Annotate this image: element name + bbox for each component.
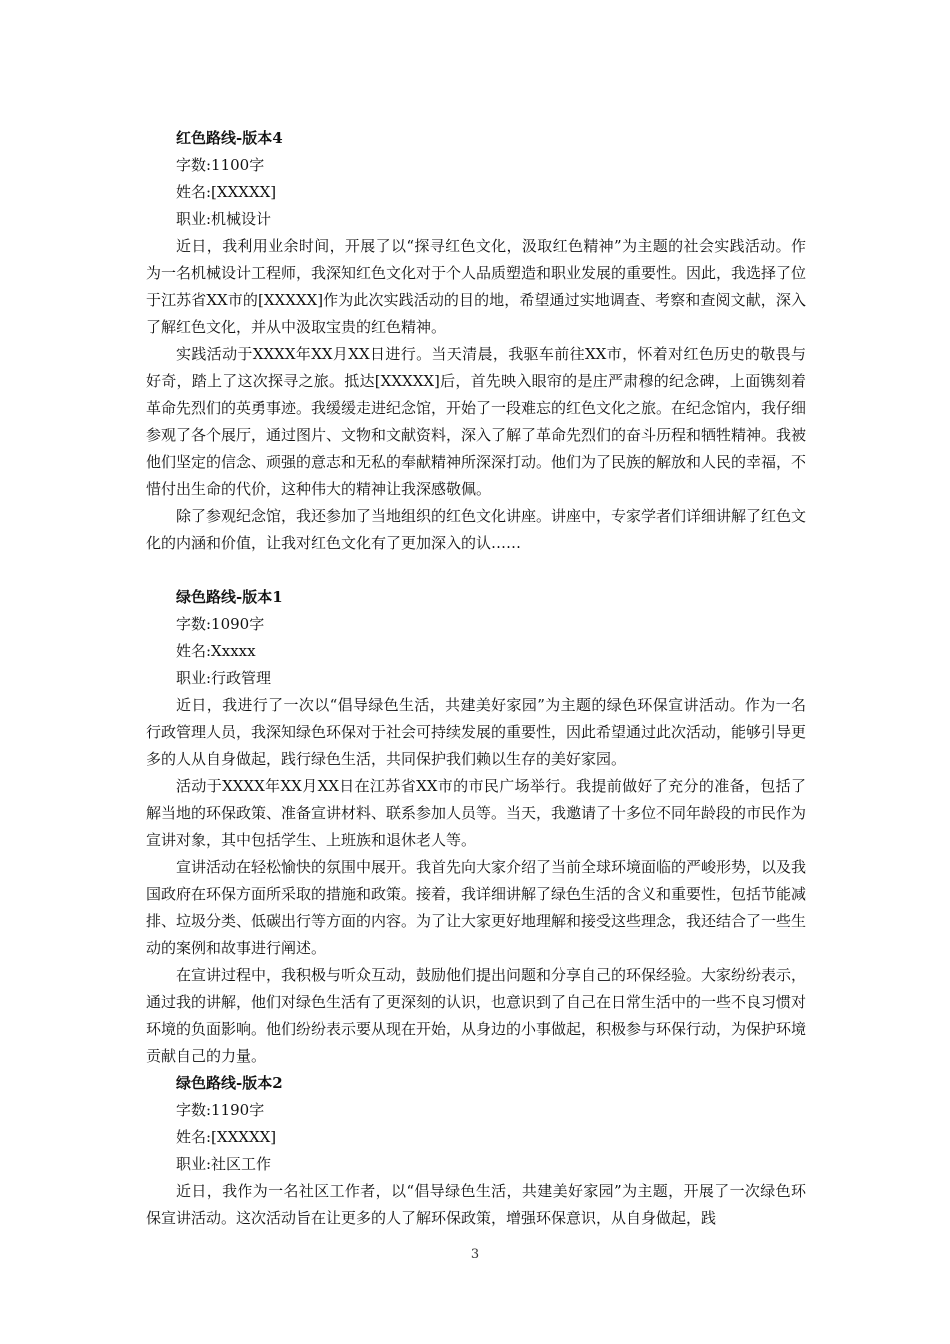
paragraph: 在宣讲过程中，我积极与听众互动，鼓励他们提出问题和分享自己的环保经验。大家纷纷表示，通过我的讲解，他们对绿色生活有了更深刻的认识，也意识到了自己在日常生活中的一些不良习惯对环境的负面影响。他们纷纷表示要从现在开始，从身边的小事做起，积极参与环保行动，为保护环境贡献自己的力量。 (146, 966, 807, 1065)
page-number: 3 (470, 1247, 480, 1262)
word-count: 字数:1090字 (176, 615, 265, 633)
paragraph: 近日，我利用业余时间，开展了以“探寻红色文化，汲取红色精神”为主题的社会实践活动。作为一名机械设计工程师，我深知红色文化对于个人品质塑造和职业发展的重要性。因此，我选择了位于江苏省XX市的[XXXXX]作为此次实践活动的目的地，希望通过实地调查、考察和查阅文献，深入了解红色文化，并从中汲取宝贵的红色精神。 (146, 237, 807, 336)
paragraph: 近日，我进行了一次以“倡导绿色生活，共建美好家园”为主题的绿色环保宣讲活动。作为一名行政管理人员，我深知绿色环保对于社会可持续发展的重要性，因此希望通过此次活动，能够引导更多的人从自身做起，践行绿色生活，共同保护我们赖以生存的美好家园。 (146, 696, 807, 768)
document-body (146, 125, 806, 1232)
section-title: 绿色路线-版本2 (176, 1074, 283, 1092)
author-name: 姓名:[XXXXX] (176, 183, 277, 201)
occupation: 职业:行政管理 (176, 669, 272, 687)
paragraph: 实践活动于XXXX年XX月XX日进行。当天清晨，我驱车前往XX市，怀着对红色历史的敬畏与好奇，踏上了这次探寻之旅。抵达[XXXXX]后，首先映入眼帘的是庄严肃穆的纪念碑，上面镌刻着革命先烈们的英勇事迹。我缓缓走进纪念馆，开始了一段难忘的红色文化之旅。在纪念馆内，我仔细参观了各个展厅，通过图片、文物和文献资料，深入了解了革命先烈们的奋斗历程和牺牲精神。我被他们坚定的信念、顽强的意志和无私的奉献精神所深深打动。他们为了民族的解放和人民的幸福，不惜付出生命的代价，这种伟大的精神让我深感敬佩。 (146, 345, 807, 498)
author-name: 姓名:Xxxxx (176, 642, 256, 660)
paragraph: 近日，我作为一名社区工作者，以“倡导绿色生活，共建美好家园”为主题，开展了一次绿色环保宣讲活动。这次活动旨在让更多的人了解环保政策，增强环保意识，从自身做起，践 (146, 1182, 806, 1227)
section-green-route-v2 (146, 1070, 806, 1232)
section-green-route-v1 (146, 584, 806, 1070)
occupation: 职业:社区工作 (176, 1155, 272, 1173)
paragraph: 宣讲活动在轻松愉快的氛围中展开。我首先向大家介绍了当前全球环境面临的严峻形势，以及我国政府在环保方面所采取的措施和政策。接着，我详细讲解了绿色生活的含义和重要性，包括节能减排、垃圾分类、低碳出行等方面的内容。为了让大家更好地理解和接受这些理念，我还结合了一些生动的案例和故事进行阐述。 (146, 858, 807, 957)
paragraph: 活动于XXXX年XX月XX日在江苏省XX市的市民广场举行。我提前做好了充分的准备，包括了解当地的环保政策、准备宣讲材料、联系参加人员等。当天，我邀请了十多位不同年龄段的市民作为宣讲对象，其中包括学生、上班族和退休老人等。 (146, 777, 807, 849)
word-count: 字数:1190字 (176, 1101, 265, 1119)
section-title: 红色路线-版本4 (176, 129, 283, 147)
section-title: 绿色路线-版本1 (176, 588, 283, 606)
section-red-route-v4 (146, 125, 806, 557)
paragraph: 除了参观纪念馆，我还参加了当地组织的红色文化讲座。讲座中，专家学者们详细讲解了红色文化的内涵和价值，让我对红色文化有了更加深入的认…… (146, 507, 807, 552)
word-count: 字数:1100字 (176, 156, 265, 174)
author-name: 姓名:[XXXXX] (176, 1128, 277, 1146)
occupation: 职业:机械设计 (176, 210, 272, 228)
